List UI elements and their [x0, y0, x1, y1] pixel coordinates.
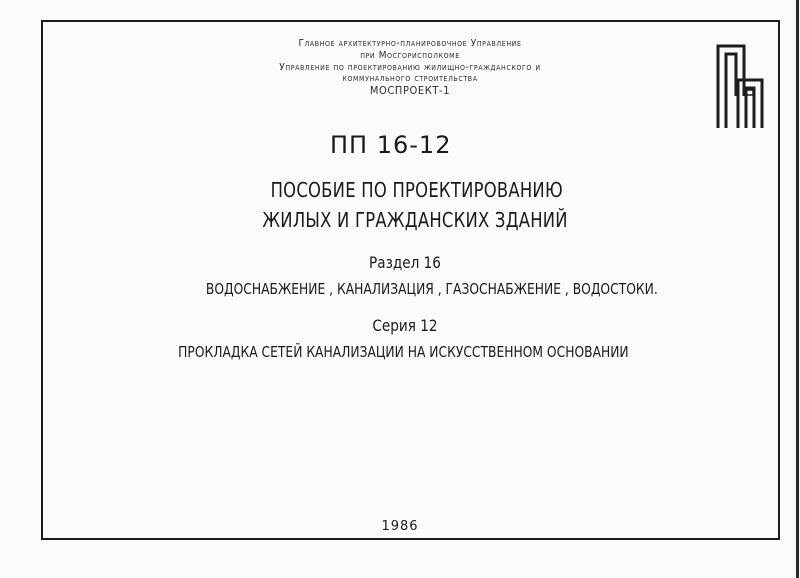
pp-monogram-icon — [714, 40, 766, 132]
org-line-5: МОСПРОЕКТ-1 — [369, 84, 451, 97]
document-title-line-2: ЖИЛЫХ И ГРАЖДАНСКИХ ЗДАНИЙ — [262, 208, 568, 232]
series-name: ПРОКЛАДКА СЕТЕЙ КАНАЛИЗАЦИИ НА ИСКУССТВЕННОМ ОСНОВАНИИ — [178, 343, 629, 361]
series-label: Серия 12 — [372, 316, 438, 335]
org-line-2: при Мосгорисполкоме — [360, 50, 460, 61]
section-label: Раздел 16 — [369, 253, 441, 272]
document-code: ПП 16-12 — [330, 131, 452, 159]
org-line-1: Главное архитектурно-планировочное Управление — [298, 38, 522, 49]
org-line-3: Управление по проектированию жилищно-гражданского и — [279, 62, 541, 73]
publication-year: 1986 — [381, 519, 419, 534]
page-edge — [796, 0, 799, 578]
document-title-line-1: ПОСОБИЕ ПО ПРОЕКТИРОВАНИЮ — [270, 178, 563, 202]
section-name: ВОДОСНАБЖЕНИЕ , КАНАЛИЗАЦИЯ , ГАЗОСНАБЖЕНИЕ , ВОДОСТОКИ. — [205, 280, 658, 298]
org-line-4: коммунального строительства — [342, 73, 478, 84]
